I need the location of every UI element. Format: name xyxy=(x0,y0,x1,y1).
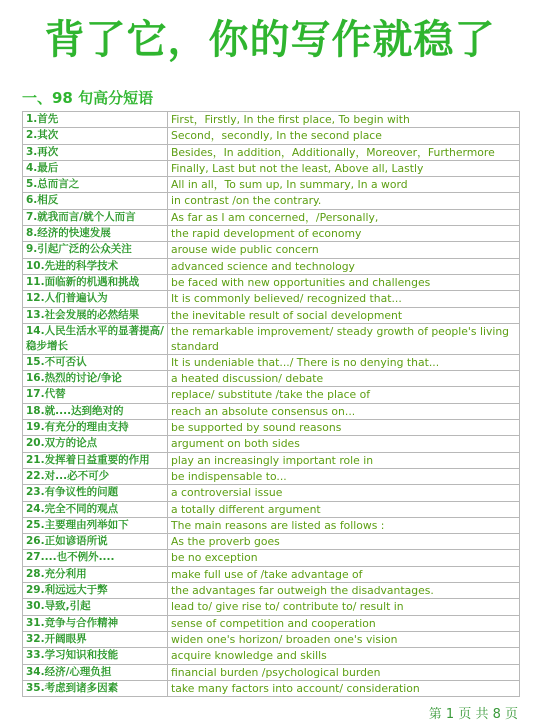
table-row xyxy=(23,631,520,647)
table-row xyxy=(23,242,520,258)
english-phrase-cell: lead to/ give rise to/ contribute to/ result in xyxy=(168,599,520,615)
chinese-phrase-cell: 23.有争议性的问题 xyxy=(23,485,168,501)
chinese-phrase-cell: 4.最后 xyxy=(23,160,168,176)
chinese-phrase-cell: 6.相反 xyxy=(23,193,168,209)
chinese-phrase-cell: 32.开阔眼界 xyxy=(23,631,168,647)
table-row xyxy=(23,452,520,468)
english-phrase-cell: play an increasingly important role in xyxy=(168,452,520,468)
english-phrase-cell: reach an absolute consensus on... xyxy=(168,403,520,419)
english-phrase-cell: financial burden /psychological burden xyxy=(168,664,520,680)
table-row xyxy=(23,664,520,680)
english-phrase-cell: First，Firstly, In the first place, To begin with xyxy=(168,112,520,128)
english-phrase-cell: Finally, Last but not the least, Above all, Lastly xyxy=(168,160,520,176)
chinese-phrase-cell: 29.利远远大于弊 xyxy=(23,583,168,599)
chinese-phrase-cell: 35.考虑到诸多因素 xyxy=(23,680,168,696)
table-row xyxy=(23,354,520,370)
phrase-table xyxy=(22,111,520,697)
table-row xyxy=(23,291,520,307)
chinese-phrase-cell: 27....也不例外.... xyxy=(23,550,168,566)
chinese-phrase-cell: 16.热烈的讨论/争论 xyxy=(23,371,168,387)
english-phrase-cell: widen one's horizon/ broaden one's vision xyxy=(168,631,520,647)
english-phrase-cell: All in all，To sum up, In summary, In a word xyxy=(168,177,520,193)
english-phrase-cell: As far as I am concerned，/Personally, xyxy=(168,209,520,225)
table-row xyxy=(23,615,520,631)
chinese-phrase-cell: 7.就我而言/就个人而言 xyxy=(23,209,168,225)
chinese-phrase-cell: 22.对...必不可少 xyxy=(23,468,168,484)
english-phrase-cell: the rapid development of economy xyxy=(168,226,520,242)
english-phrase-cell: Second，secondly, In the second place xyxy=(168,128,520,144)
table-row xyxy=(23,274,520,290)
table-row xyxy=(23,387,520,403)
english-phrase-cell: It is commonly believed/ recognized that... xyxy=(168,291,520,307)
english-phrase-cell: The main reasons are listed as follows : xyxy=(168,517,520,533)
chinese-phrase-cell: 5.总而言之 xyxy=(23,177,168,193)
page-title: 背了它，你的写作就稳了 xyxy=(44,17,496,63)
chinese-phrase-cell: 28.充分利用 xyxy=(23,566,168,582)
table-row xyxy=(23,144,520,160)
phrase-table-body xyxy=(23,112,520,697)
table-row xyxy=(23,566,520,582)
chinese-phrase-cell: 11.面临新的机遇和挑战 xyxy=(23,274,168,290)
english-phrase-cell: a heated discussion/ debate xyxy=(168,371,520,387)
table-row xyxy=(23,485,520,501)
chinese-phrase-cell: 25.主要理由列举如下 xyxy=(23,517,168,533)
chinese-phrase-cell: 24.完全不同的观点 xyxy=(23,501,168,517)
english-phrase-cell: argument on both sides xyxy=(168,436,520,452)
chinese-phrase-cell: 26.正如谚语所说 xyxy=(23,534,168,550)
english-phrase-cell: advanced science and technology xyxy=(168,258,520,274)
table-row xyxy=(23,258,520,274)
english-phrase-cell: It is undeniable that.../ There is no denying that... xyxy=(168,354,520,370)
english-phrase-cell: make full use of /take advantage of xyxy=(168,566,520,582)
english-phrase-cell: arouse wide public concern xyxy=(168,242,520,258)
table-row xyxy=(23,193,520,209)
section-heading: 一、98 句高分短语 xyxy=(22,89,154,107)
table-row xyxy=(23,371,520,387)
chinese-phrase-cell: 13.社会发展的必然结果 xyxy=(23,307,168,323)
english-phrase-cell: take many factors into account/ consideration xyxy=(168,680,520,696)
english-phrase-cell: replace/ substitute /take the place of xyxy=(168,387,520,403)
table-row xyxy=(23,209,520,225)
table-row xyxy=(23,128,520,144)
english-phrase-cell: a controversial issue xyxy=(168,485,520,501)
table-row xyxy=(23,112,520,128)
english-phrase-cell: acquire knowledge and skills xyxy=(168,648,520,664)
chinese-phrase-cell: 15.不可否认 xyxy=(23,354,168,370)
english-phrase-cell: As the proverb goes xyxy=(168,534,520,550)
chinese-phrase-cell: 2.其次 xyxy=(23,128,168,144)
english-phrase-cell: the remarkable improvement/ steady growth of people's living standard xyxy=(168,323,520,354)
chinese-phrase-cell: 17.代替 xyxy=(23,387,168,403)
table-row xyxy=(23,648,520,664)
table-row xyxy=(23,680,520,696)
table-row xyxy=(23,160,520,176)
table-row xyxy=(23,177,520,193)
english-phrase-cell: the advantages far outweigh the disadvantages. xyxy=(168,583,520,599)
table-row xyxy=(23,501,520,517)
chinese-phrase-cell: 3.再次 xyxy=(23,144,168,160)
english-phrase-cell: be indispensable to... xyxy=(168,468,520,484)
english-phrase-cell: the inevitable result of social development xyxy=(168,307,520,323)
english-phrase-cell: a totally different argument xyxy=(168,501,520,517)
table-row xyxy=(23,550,520,566)
table-row xyxy=(23,436,520,452)
chinese-phrase-cell: 14.人民生活水平的显著提高/稳步增长 xyxy=(23,323,168,354)
table-row xyxy=(23,599,520,615)
chinese-phrase-cell: 20.双方的论点 xyxy=(23,436,168,452)
english-phrase-cell: Besides，In addition，Additionally，Moreover，Furthermore xyxy=(168,144,520,160)
chinese-phrase-cell: 9.引起广泛的公众关注 xyxy=(23,242,168,258)
english-phrase-cell: be no exception xyxy=(168,550,520,566)
table-row xyxy=(23,403,520,419)
table-row xyxy=(23,583,520,599)
chinese-phrase-cell: 1.首先 xyxy=(23,112,168,128)
chinese-phrase-cell: 10.先进的科学技术 xyxy=(23,258,168,274)
chinese-phrase-cell: 19.有充分的理由支持 xyxy=(23,420,168,436)
chinese-phrase-cell: 18.就....达到绝对的 xyxy=(23,403,168,419)
english-phrase-cell: sense of competition and cooperation xyxy=(168,615,520,631)
table-row xyxy=(23,420,520,436)
english-phrase-cell: in contrast /on the contrary. xyxy=(168,193,520,209)
chinese-phrase-cell: 8.经济的快速发展 xyxy=(23,226,168,242)
english-phrase-cell: be faced with new opportunities and challenges xyxy=(168,274,520,290)
chinese-phrase-cell: 33.学习知识和技能 xyxy=(23,648,168,664)
chinese-phrase-cell: 12.人们普遍认为 xyxy=(23,291,168,307)
english-phrase-cell: be supported by sound reasons xyxy=(168,420,520,436)
chinese-phrase-cell: 21.发挥着日益重要的作用 xyxy=(23,452,168,468)
table-row xyxy=(23,307,520,323)
table-row xyxy=(23,226,520,242)
chinese-phrase-cell: 34.经济/心理负担 xyxy=(23,664,168,680)
chinese-phrase-cell: 31.竞争与合作精神 xyxy=(23,615,168,631)
table-row xyxy=(23,323,520,354)
page-indicator: 第 1 页 共 8 页 xyxy=(428,707,518,722)
table-row xyxy=(23,534,520,550)
chinese-phrase-cell: 30.导致,引起 xyxy=(23,599,168,615)
table-row xyxy=(23,468,520,484)
table-row xyxy=(23,517,520,533)
